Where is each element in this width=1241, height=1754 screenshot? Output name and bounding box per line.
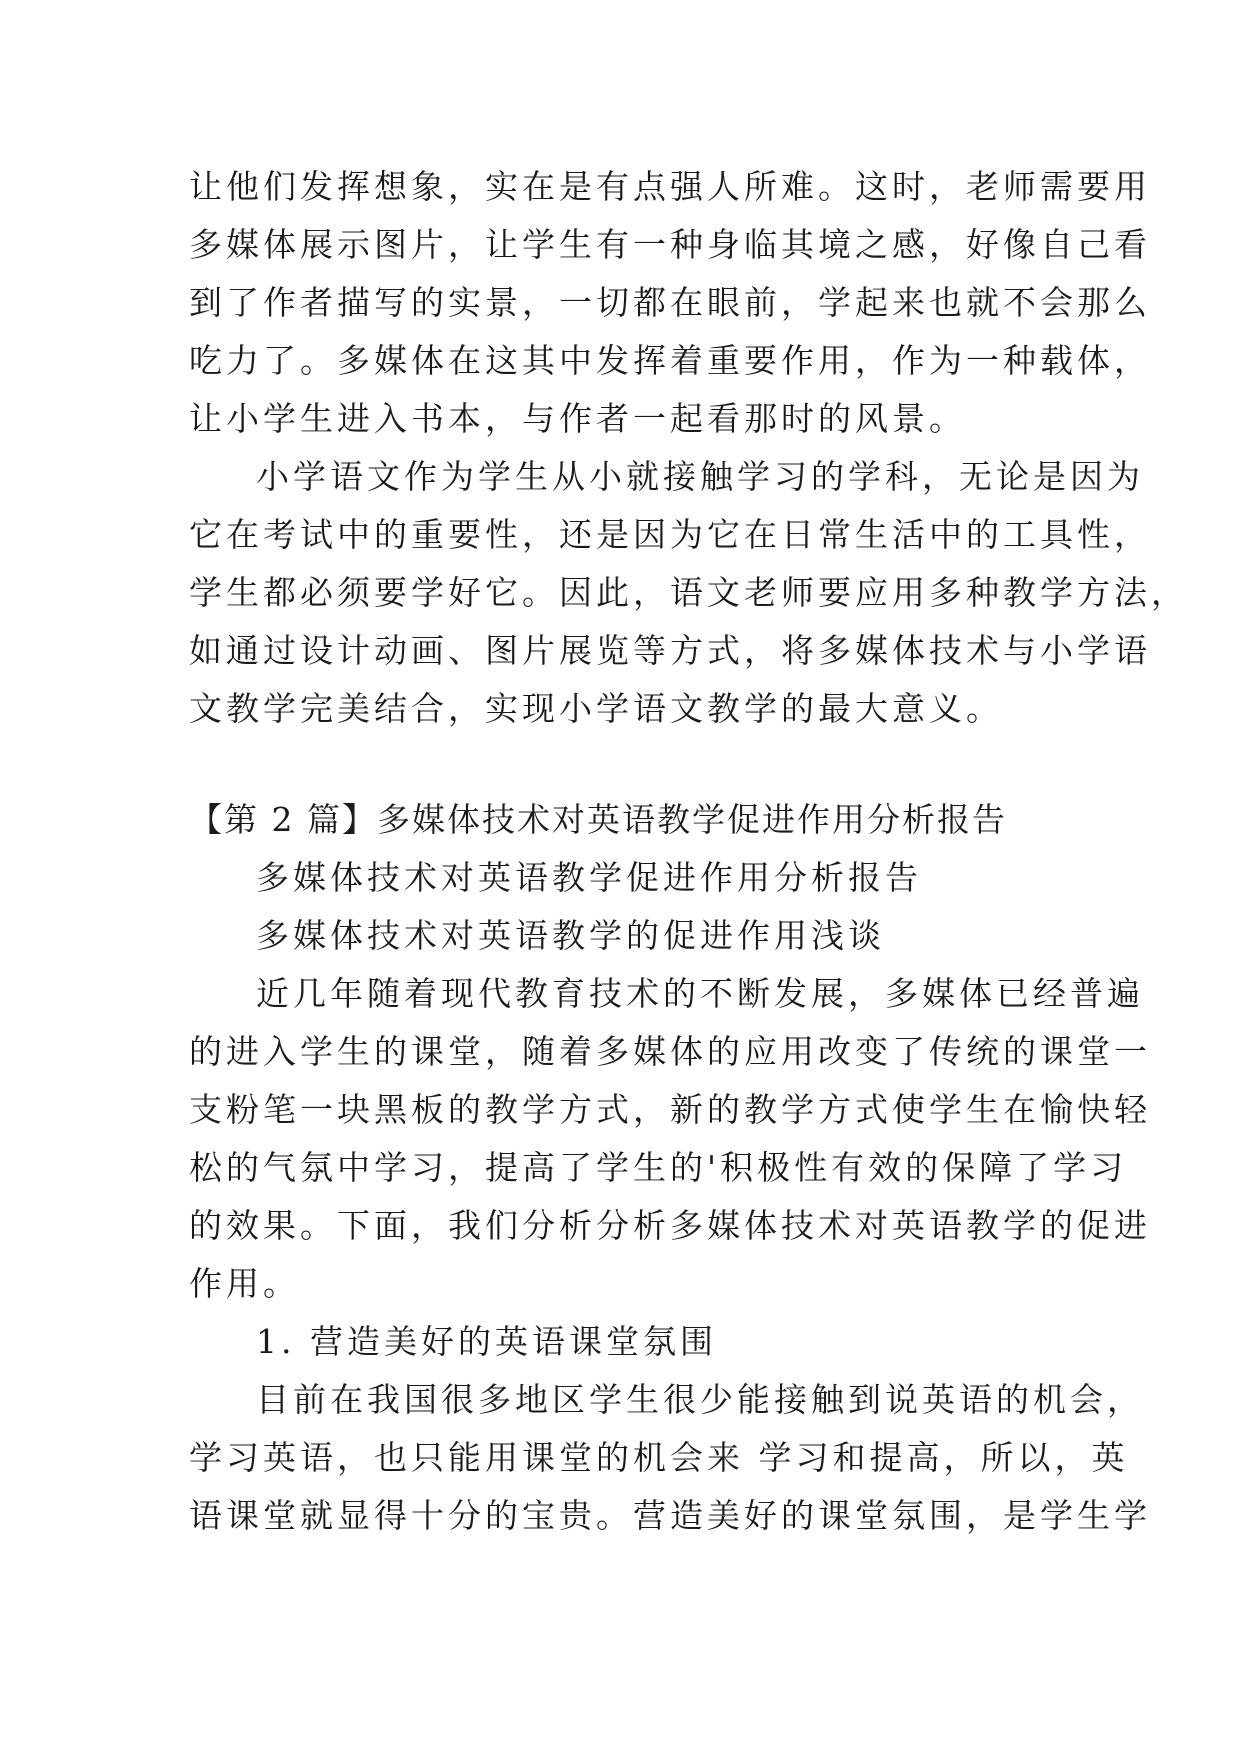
paragraph-1-line-2: 多媒体展示图片，让学生有一种身临其境之感，好像自己看 <box>189 225 1151 264</box>
paragraph-3-line-1: 近几年随着现代教育技术的不断发展，多媒体已经普遍 <box>256 974 1144 1013</box>
paragraph-1-line-4: 吃力了。多媒体在这其中发挥着重要作用，作为一种载体， <box>189 341 1151 380</box>
paragraph-2-line-2: 它在考试中的重要性，还是因为它在日常生活中的工具性， <box>189 515 1151 554</box>
section-heading: 【第 2 篇】多媒体技术对英语教学促进作用分析报告 <box>189 800 1007 839</box>
paragraph-2-line-3: 学生都必须要学好它。因此，语文老师要应用多种教学方法， <box>189 573 1188 612</box>
subtitle-1: 多媒体技术对英语教学促进作用分析报告 <box>256 858 922 897</box>
paragraph-4-line-3: 语课堂就显得十分的宝贵。营造美好的课堂氛围，是学生学 <box>189 1496 1151 1535</box>
paragraph-2-line-5: 文教学完美结合，实现小学语文教学的最大意义。 <box>189 689 1003 728</box>
paragraph-4-line-1: 目前在我国很多地区学生很少能接触到说英语的机会， <box>256 1380 1144 1419</box>
paragraph-3-line-3: 支粉笔一块黑板的教学方式，新的教学方式使学生在愉快轻 <box>189 1090 1151 1129</box>
paragraph-4-line-2: 学习英语，也只能用课堂的机会来 学习和提高，所以，英 <box>189 1438 1129 1477</box>
paragraph-3-line-5: 的效果。下面，我们分析分析多媒体技术对英语教学的促进 <box>189 1206 1151 1245</box>
paragraph-1-line-3: 到了作者描写的实景，一切都在眼前，学起来也就不会那么 <box>189 283 1151 322</box>
paragraph-3-line-4: 松的气氛中学习，提高了学生的'积极性有效的保障了学习 <box>189 1148 1128 1187</box>
paragraph-1-line-5: 让小学生进入书本，与作者一起看那时的风景。 <box>189 399 966 438</box>
paragraph-1-line-1: 让他们发挥想象，实在是有点强人所难。这时，老师需要用 <box>189 167 1151 206</box>
paragraph-2-line-4: 如通过设计动画、图片展览等方式，将多媒体技术与小学语 <box>189 631 1151 670</box>
paragraph-3-line-2: 的进入学生的课堂，随着多媒体的应用改变了传统的课堂一 <box>189 1032 1151 1071</box>
list-item-1: 1. 营造美好的英语课堂氛围 <box>256 1322 717 1361</box>
paragraph-2-line-1: 小学语文作为学生从小就接触学习的学科，无论是因为 <box>256 457 1144 496</box>
paragraph-3-line-6: 作用。 <box>189 1264 300 1303</box>
subtitle-2: 多媒体技术对英语教学的促进作用浅谈 <box>256 916 885 955</box>
